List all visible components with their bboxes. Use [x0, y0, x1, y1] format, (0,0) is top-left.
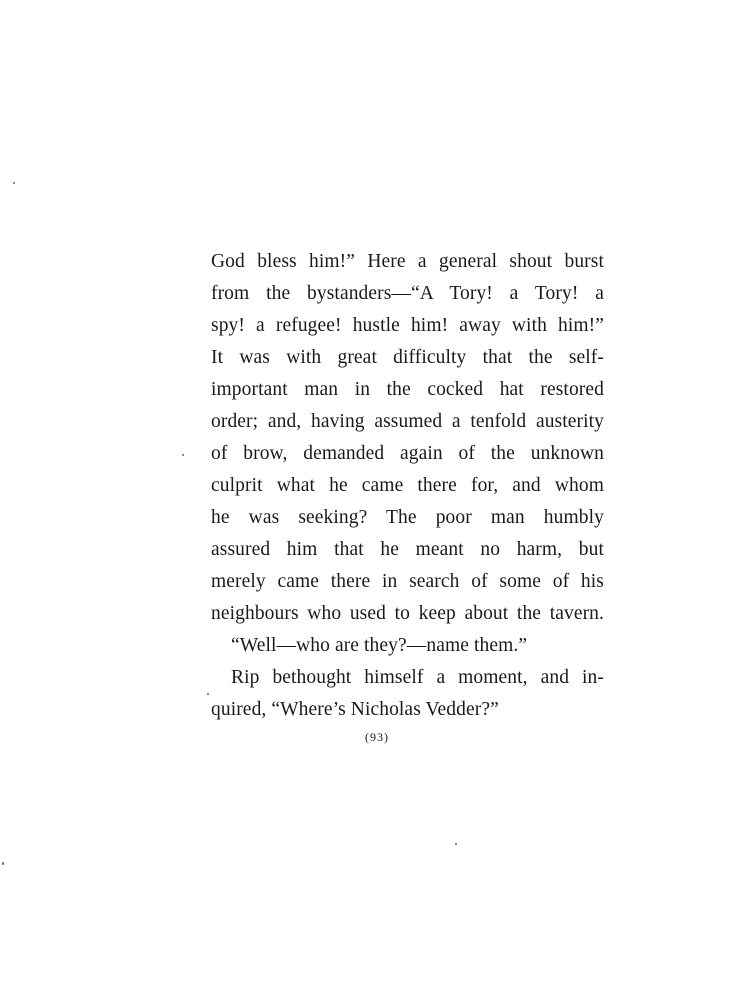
text-line: neighbours who used to keep about the tavern. — [211, 603, 604, 624]
text-line: from the bystanders—“A Tory! a Tory! a — [211, 283, 604, 304]
text-line: assured him that he meant no harm, but — [211, 539, 604, 560]
text-line: order; and, having assumed a tenfold austerity — [211, 411, 604, 432]
text-line: culprit what he came there for, and whom — [211, 475, 604, 496]
dialogue-line: “Well—who are they?—name them.” — [231, 635, 528, 656]
scan-speck — [455, 843, 457, 845]
text-line: he was seeking? The poor man humbly — [211, 507, 604, 528]
page-number: (93) — [365, 730, 389, 744]
body-text — [211, 246, 604, 726]
text-line: of brow, demanded again of the unknown — [211, 443, 604, 464]
text-line: It was with great difficulty that the self- — [211, 347, 604, 368]
text-line: merely came there in search of some of his — [211, 571, 604, 592]
text-line: Rip bethought himself a moment, and in- — [231, 667, 604, 688]
scan-speck — [182, 454, 184, 456]
scan-speck — [13, 182, 15, 184]
scan-speck — [2, 862, 4, 865]
text-line: quired, “Where’s Nicholas Vedder?” — [211, 699, 499, 720]
text-line: important man in the cocked hat restored — [211, 379, 604, 400]
scan-speck — [207, 693, 209, 695]
text-line: God bless him!” Here a general shout burst — [211, 251, 604, 272]
text-line: spy! a refugee! hustle him! away with him!” — [211, 315, 604, 336]
